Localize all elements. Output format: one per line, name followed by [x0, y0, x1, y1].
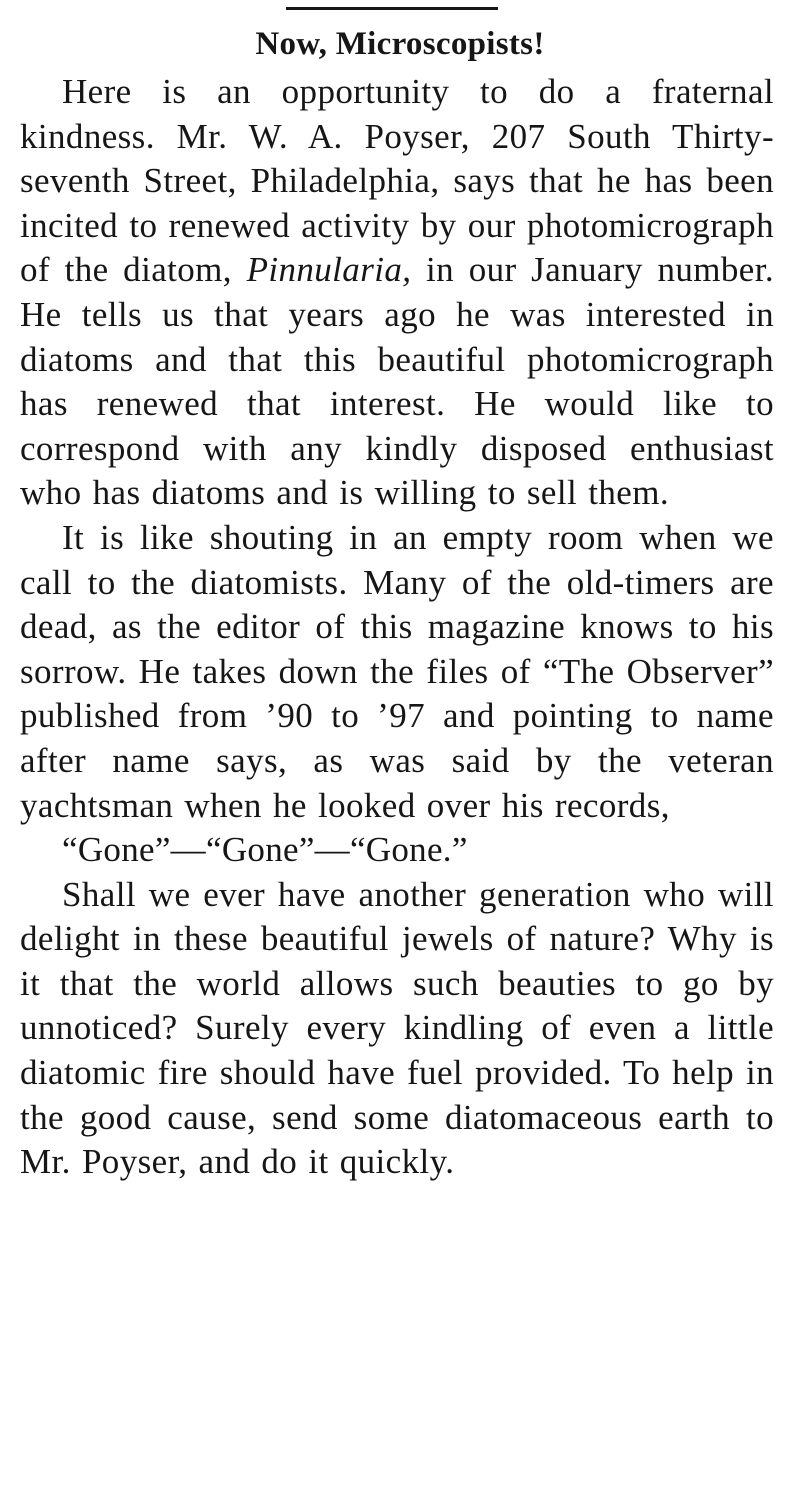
article-body [20, 70, 774, 1185]
paragraph-2: It is like shouting in an empty room when we call to the diatomists. Many of the old-timers are dead, as the editor of this magazine knows to his sorrow. He takes down the files of “The Observer” published from ’90 to ’97 and pointing to name after name says, as was said by the veteran yachtsman when he looked over his records, [20, 517, 774, 825]
quote-line: “Gone”—“Gone”—“Gone.” [62, 830, 468, 870]
paragraph-1-italic-genus: Pinnularia, [246, 250, 412, 290]
paragraph-1 [20, 70, 774, 516]
paragraph-3: Shall we ever have another generation who will delight in these beautiful jewels of nature? Why is it that the world allows such beauties to go by unnoticed? Surely every kindling of even a little diatomic fire should have fuel provided. To help in the good cause, send some diatomaceous earth to Mr. Poyser, and do it quickly. [20, 874, 774, 1182]
paragraph-1-text-b: in our January number. He tells us that years ago he was interested in diatoms and that this beautiful photomicrograph has renewed that interest. He would like to correspond with any kindly disposed enthusiast who has diatoms and is willing to sell them. [20, 250, 774, 513]
paragraph-1-text-a: Here is an opportunity to do a fraternal kindness. Mr. W. A. Poyser, 207 South Thirty-seventh Street, Philadelphia, says that he has been incited to renewed activity by our photomicrograph of the diatom, [20, 72, 774, 290]
top-rule-divider [286, 7, 498, 10]
article-title: Now, Microscopists! [255, 26, 545, 62]
